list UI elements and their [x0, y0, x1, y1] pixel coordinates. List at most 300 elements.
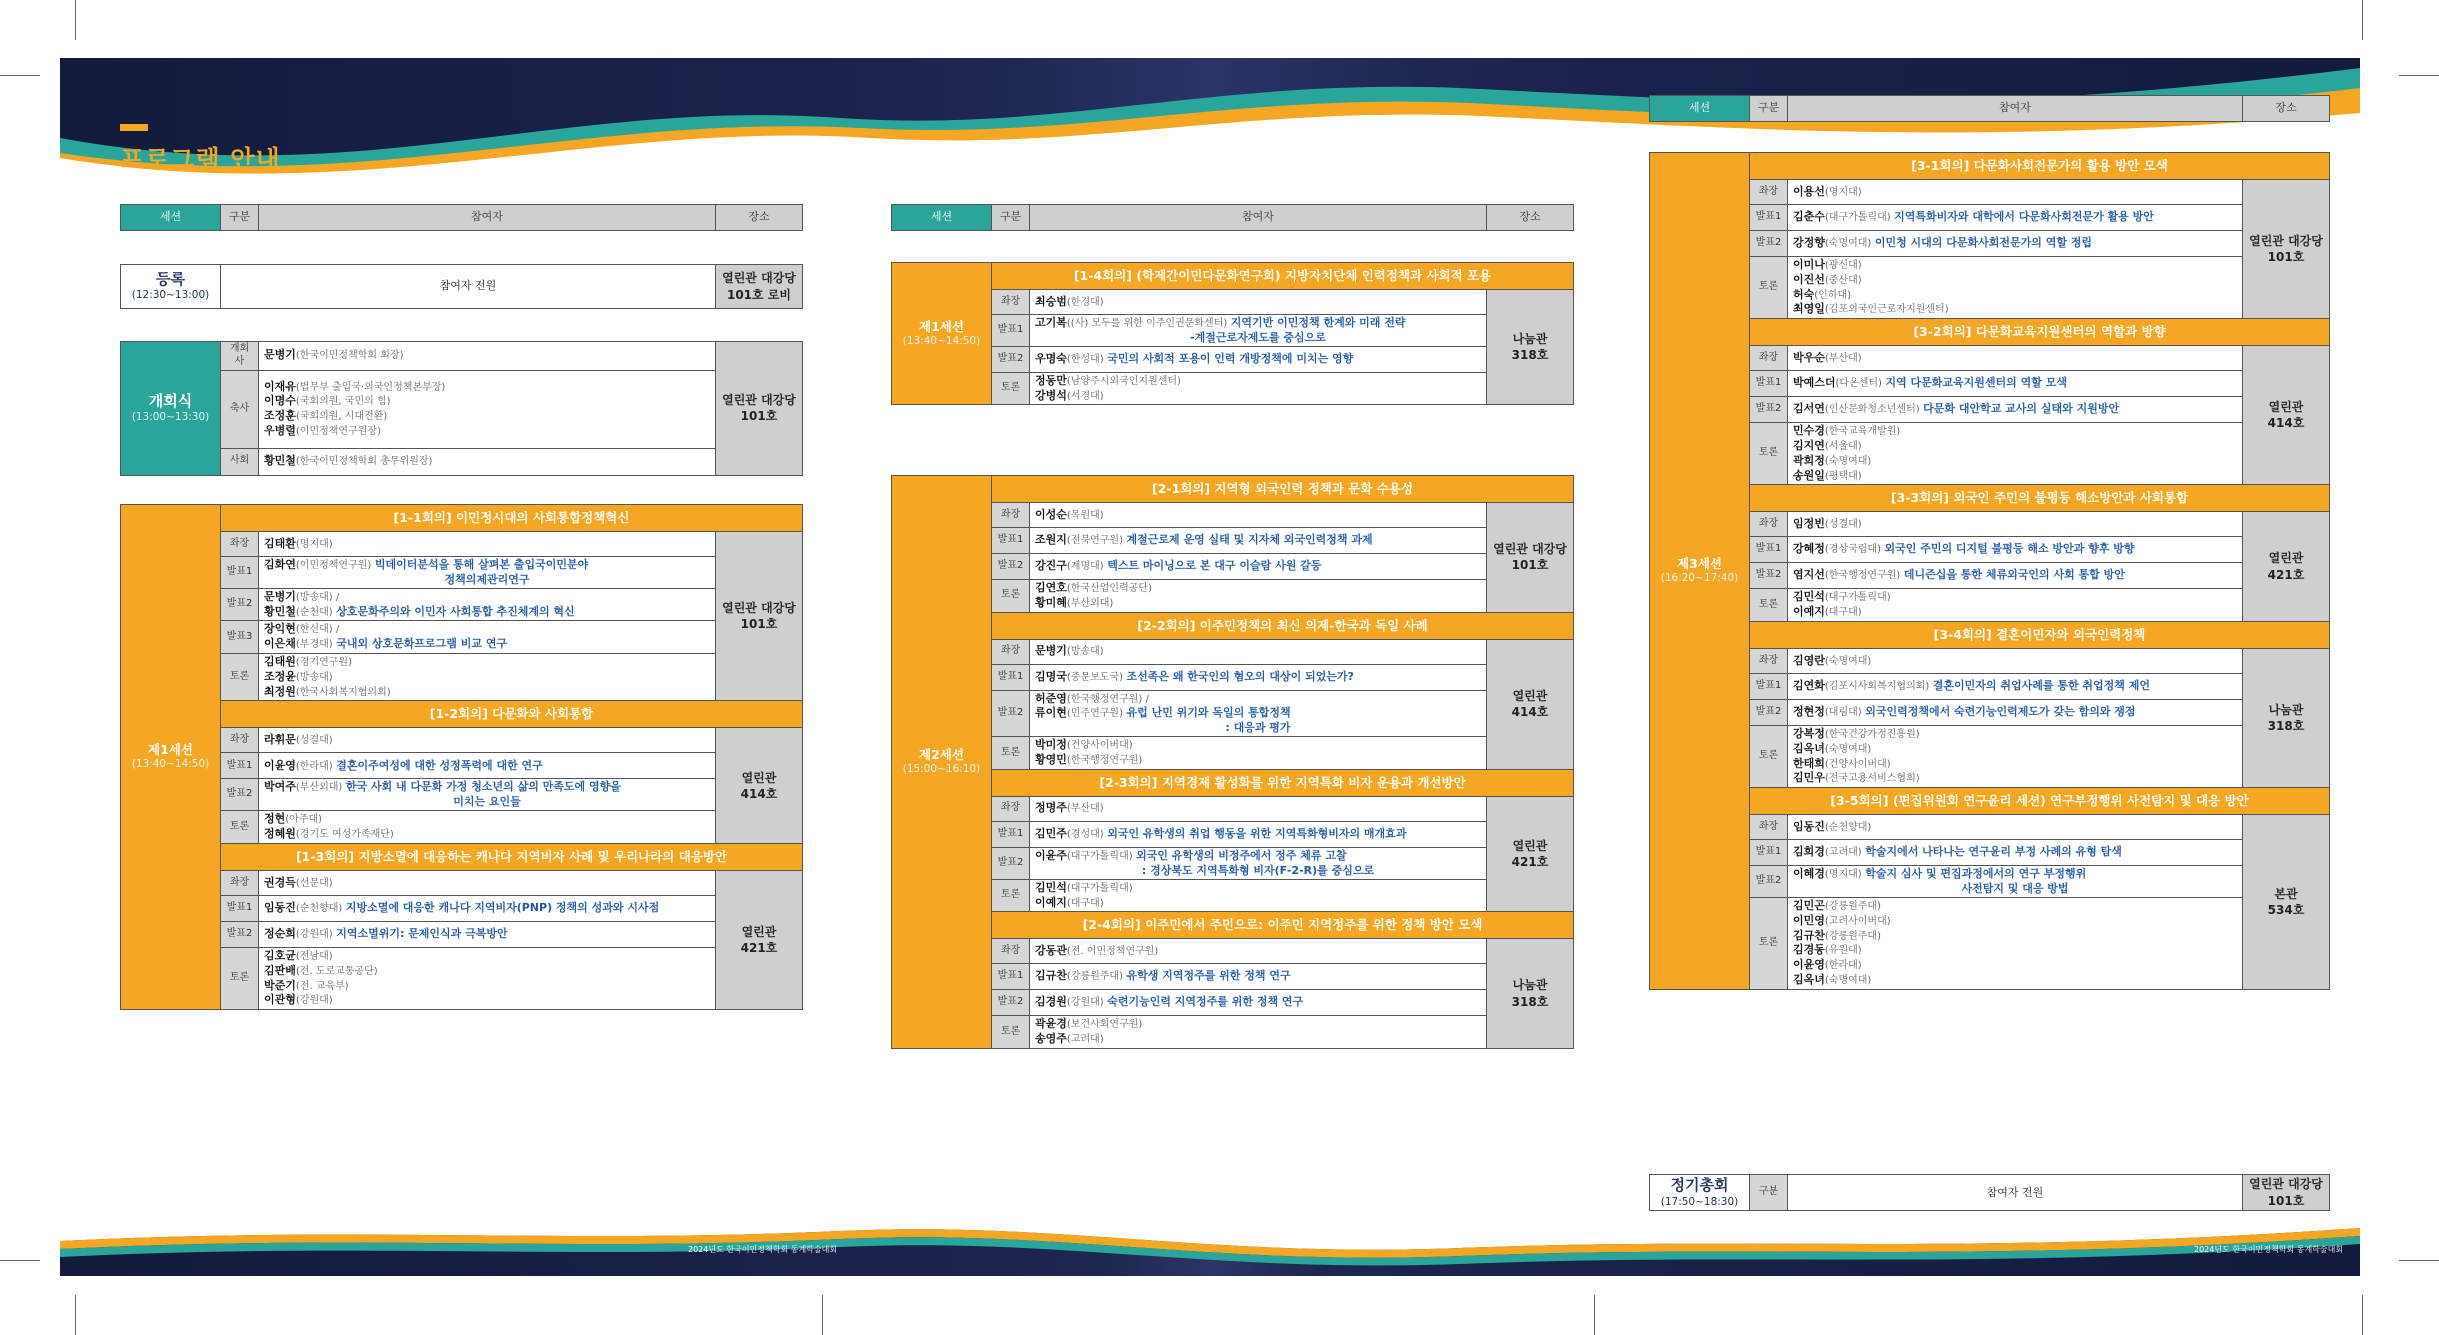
participants-cell: [1030, 503, 1487, 528]
participant-line: [264, 573, 710, 587]
participant-affiliation: (전. 이민정책연구원): [1066, 945, 1159, 957]
program-row: [1650, 898, 2330, 990]
room-number: 318호: [2267, 719, 2305, 734]
meeting-title-row: [121, 505, 803, 532]
participant-affiliation: (건양사이버대): [1824, 758, 1891, 770]
participants-cell: [1030, 821, 1487, 847]
program-row: [1650, 866, 2330, 898]
participant-line: [1035, 721, 1481, 735]
participant-name: 강진구: [1035, 559, 1067, 573]
role-label: 발표1: [221, 895, 259, 921]
participant-name: 김연화: [1793, 679, 1825, 693]
participant-affiliation: (강원대): [295, 929, 333, 941]
participant-name: 이명수: [264, 394, 296, 408]
participant-line: [1793, 771, 2237, 786]
presentation-topic: 학술지 심사 및 편집과정에서의 연구 부정행위: [1865, 867, 2087, 881]
meeting-title-row: [892, 912, 1574, 939]
participant-affiliation: (다온센터): [1835, 378, 1882, 390]
role-label: 개회사: [221, 342, 259, 371]
participant-affiliation: (숙명여대): [1824, 655, 1872, 667]
participant-name: 우병렬: [264, 423, 296, 437]
presentation-topic: 이민청 시대의 다문화사회전문가의 역할 정립: [1874, 236, 2093, 250]
participant-name: 정명주: [1035, 801, 1067, 815]
meeting-title: [3-5회의] (편집위원회 연구윤리 세션) 연구부정행위 사전탐지 및 대응 방안: [1750, 788, 2330, 815]
room-cell: [1486, 939, 1573, 1049]
participant-name: 허숙: [1793, 287, 1815, 301]
program-row: [121, 588, 803, 621]
participants-cell: [1030, 528, 1487, 554]
room-number: 318호: [1511, 348, 1549, 363]
participant-affiliation: (유원대): [1824, 945, 1862, 957]
participant-line: [1793, 568, 2237, 583]
participant-line: [1035, 881, 1481, 896]
participant-affiliation: (한경대): [1066, 296, 1104, 308]
participant-line: [1035, 864, 1481, 878]
participant-name: 이용선: [1793, 184, 1825, 198]
participant-line: [1035, 944, 1481, 959]
participant-line: [1035, 753, 1481, 768]
participant-affiliation: (부산대): [1066, 803, 1104, 815]
general-meeting-title: 정기총회 (17:50~18:30): [1650, 1175, 1750, 1211]
session-time: (16:20~17:40): [1660, 572, 1739, 585]
participant-line: [1793, 654, 2237, 669]
program-row: [121, 557, 803, 589]
participant-line: [1793, 454, 2237, 469]
participant-line: [1793, 402, 2237, 417]
participant-name: 김화연: [264, 558, 296, 571]
participant-affiliation: (부산외대): [295, 782, 343, 794]
participant-affiliation: (아주대): [285, 814, 323, 826]
session1b-block: [891, 262, 1574, 405]
participants-cell: [1788, 815, 2243, 840]
participant-name: 강복정: [1793, 726, 1825, 740]
presentation-topic: 국민의 사회적 포용이 인력 개방정책에 미치는 영향: [1107, 351, 1354, 365]
session-time: (13:00~13:30): [131, 411, 210, 424]
presentation-topic: 한국 사회 내 다문화 가정 청소년의 삶의 만족도에 영향을: [345, 780, 621, 794]
participant-line: [1793, 210, 2237, 225]
participant-name: 조정훈: [264, 409, 296, 423]
participants-cell: [1788, 205, 2243, 231]
room-number: 414호: [740, 786, 778, 801]
room-building: 본관: [2274, 886, 2298, 901]
participant-line: [264, 979, 710, 994]
room-cell: [1486, 796, 1573, 911]
participant-name: 김규찬: [1793, 928, 1825, 942]
participants-cell: [259, 532, 716, 557]
participants-cell: [259, 811, 716, 844]
program-row: [892, 580, 1574, 613]
presentation-topic: 정책의제관리연구: [444, 572, 530, 586]
participant-affiliation: (대구가톨릭대): [1824, 592, 1891, 604]
program-row: [1650, 371, 2330, 397]
meeting-title-row: [892, 263, 1574, 290]
program-row: [892, 737, 1574, 770]
room-building: 나눔관: [1512, 332, 1548, 347]
participant-line: [1793, 424, 2237, 439]
participant-line: [1793, 517, 2237, 532]
participants-cell: [1788, 563, 2243, 589]
participants-cell: [1788, 537, 2243, 563]
participants-cell: [1030, 690, 1487, 737]
participant-line: [1793, 742, 2237, 757]
participant-line: [1793, 958, 2237, 973]
participant-line: [1793, 882, 2237, 896]
participant-affiliation: (보건사회연구원): [1066, 1019, 1143, 1031]
registration-participants: 참여자 전원: [221, 265, 716, 309]
participant-affiliation: (숙명여대): [1824, 743, 1872, 755]
participant-affiliation: (국회의원, 국민의 힘): [295, 396, 391, 408]
meeting-title: [2-2회의] 이주민정책의 최신 의제-한국과 독일 사례: [992, 612, 1574, 639]
participant-line: [264, 876, 710, 891]
role-label: 좌장: [992, 639, 1030, 664]
participant-affiliation: (숙명여대): [1824, 238, 1872, 250]
program-row: [892, 821, 1574, 847]
participant-name: 송원일: [1793, 468, 1825, 482]
participant-line: [1793, 439, 2237, 454]
participant-affiliation: (전국고용서비스협회): [1824, 773, 1920, 785]
participants-cell: [1788, 346, 2243, 371]
registration-title: 등록 (12:30~13:00): [121, 265, 221, 309]
participant-line: [1793, 273, 2237, 288]
participant-line: [1035, 295, 1481, 310]
program-row: [892, 964, 1574, 990]
meeting-title-row: [892, 612, 1574, 639]
general-meeting-room: 열린관 대강당 101호: [2243, 1175, 2330, 1211]
participant-affiliation: (한국행정연구원): [1066, 755, 1143, 767]
participant-line: [1035, 331, 1481, 345]
program-row: [892, 554, 1574, 580]
meeting-title-row: [121, 701, 803, 728]
participant-affiliation: (성결대): [295, 735, 333, 747]
meeting-title-row: [1650, 319, 2330, 346]
program-row: [1650, 725, 2330, 787]
participant-name: 김연호: [1035, 581, 1067, 594]
participant-affiliation: (경기도 여성가족재단): [295, 829, 394, 841]
participants-cell: [1788, 512, 2243, 537]
participant-affiliation: (계명대): [1066, 561, 1104, 573]
room-building: 열린관: [2268, 551, 2304, 566]
role-label: 토론: [1750, 257, 1788, 319]
role-label: 토론: [992, 737, 1030, 770]
room-number: 534호: [2267, 902, 2305, 917]
meeting-title-row: [1650, 621, 2330, 648]
table-header: [120, 204, 803, 231]
room-cell: [715, 532, 802, 701]
program-row: [892, 372, 1574, 405]
role-label: 발표1: [992, 528, 1030, 554]
participant-affiliation: (서울대): [1824, 440, 1862, 452]
participant-name: 조원지: [1035, 533, 1067, 547]
room-number: 101호: [1511, 558, 1549, 573]
program-row: [892, 503, 1574, 528]
role-label: 발표1: [1750, 205, 1788, 231]
general-meeting-participants: 참여자 전원: [1788, 1175, 2243, 1211]
meeting-title: [1-4회의] (학제간이민다문화연구회) 지방자치단체 인력정책과 사회적 포용: [992, 263, 1574, 290]
presentation-topic: 지역 다문화교육지원센터의 역할 모색: [1885, 376, 2067, 390]
participant-line: [264, 964, 710, 979]
presentation-topic: 숙련기능인력 지역정주를 위한 정책 연구: [1107, 995, 1304, 1009]
participant-line: [1035, 849, 1481, 864]
participant-line: [264, 685, 710, 700]
room-building: 열린관: [741, 770, 777, 785]
session-name: 개회식: [148, 391, 193, 410]
participant-name: 문병기: [264, 589, 296, 603]
program-row: [892, 796, 1574, 821]
participants-cell: [1788, 898, 2243, 990]
room-cell: [716, 342, 803, 476]
participants-cell: [1030, 796, 1487, 821]
participant-affiliation: (김포시사회복지협의회): [1824, 681, 1930, 693]
participant-affiliation: (한국행정연구원) /: [1066, 693, 1149, 705]
session-title: [121, 342, 221, 476]
participant-line: [264, 637, 710, 652]
participant-affiliation: (방송대) /: [295, 591, 340, 603]
room-building: 열린관: [1512, 689, 1548, 704]
participant-affiliation: (중산대): [1824, 274, 1862, 286]
participant-affiliation: (대구가톨릭대): [1066, 850, 1133, 862]
participant-affiliation: (전. 교육부): [295, 980, 349, 992]
participants-cell: [1030, 554, 1487, 580]
participant-line: [1035, 508, 1481, 523]
session-time: (13:40~14:50): [131, 758, 210, 771]
participant-line: [1035, 827, 1481, 842]
participants-cell: [1788, 371, 2243, 397]
participants-cell: [1788, 866, 2243, 898]
program-row: [892, 315, 1574, 347]
participant-name: 염지선: [1793, 568, 1825, 582]
participants-cell: [1030, 737, 1487, 770]
meeting-title: [3-2회의] 다문화교육지원센터의 역할과 방향: [1750, 319, 2330, 346]
presentation-topic: 학술지에서 나타나는 연구윤리 부정 사례의 유형 탐색: [1865, 845, 2122, 859]
meeting-title: [3-1회의] 다문화사회전문가의 활용 방안 모색: [1750, 153, 2330, 180]
participant-name: 고기복: [1035, 316, 1067, 329]
participants-cell: [1030, 346, 1487, 372]
session-title: [1650, 153, 1750, 990]
role-label: 토론: [1750, 725, 1788, 787]
participant-name: 정순희: [264, 927, 296, 941]
role-label: 토론: [992, 372, 1030, 405]
presentation-topic: 조선족은 왜 한국인의 혐오의 대상이 되었는가?: [1126, 669, 1354, 683]
participant-affiliation: (대구가톨릭대): [1824, 212, 1891, 224]
participant-affiliation: (대구가톨릭대): [1066, 882, 1133, 894]
participant-line: [1793, 899, 2237, 914]
program-row: [892, 847, 1574, 879]
participants-cell: [259, 728, 716, 753]
crop-mark: [1594, 1295, 1595, 1335]
participant-affiliation: (한국건강가정진흥원): [1824, 728, 1920, 740]
participant-name: 문병기: [1035, 644, 1067, 658]
program-row: [121, 779, 803, 811]
participant-name: 임정빈: [1793, 516, 1825, 530]
role-label: 좌장: [992, 939, 1030, 964]
presentation-topic: 미치는 요인들: [453, 795, 521, 809]
participant-line: [264, 812, 710, 827]
participant-name: 한태희: [1793, 756, 1825, 770]
meeting-title: [1-2회의] 다문화와 사회통합: [221, 701, 803, 728]
room-building: 나눔관: [2268, 702, 2304, 717]
program-row: [1650, 180, 2330, 205]
room-building: 열린관 대강당: [722, 393, 796, 408]
program-row: [121, 947, 803, 1009]
role-label: 좌장: [1750, 512, 1788, 537]
program-row: [1650, 815, 2330, 840]
header-room: 장소: [716, 205, 803, 231]
participant-name: 박준기: [264, 978, 296, 992]
participants-cell: [259, 588, 716, 621]
session-name: 제2세션: [919, 747, 964, 763]
participant-name: 이예지: [1793, 605, 1825, 619]
program-row: [1650, 589, 2330, 622]
participant-line: [1035, 692, 1481, 707]
participant-name: 김옥녀: [1793, 741, 1825, 755]
participant-name: 민수경: [1793, 424, 1825, 438]
room-cell: [715, 728, 802, 843]
participant-line: [1035, 316, 1481, 331]
page-title: 프로그램 안내: [120, 145, 281, 174]
participant-line: [264, 424, 710, 439]
room-cell: [1486, 639, 1573, 769]
meeting-title-row: [892, 476, 1574, 503]
presentation-topic: : 대응과 평가: [1225, 721, 1291, 735]
participants-cell: [1030, 639, 1487, 664]
participant-name: 류이현: [1035, 706, 1067, 720]
header-participants: 참여자: [1788, 96, 2243, 122]
participant-name: 김민우: [1793, 771, 1825, 785]
participant-line: [264, 927, 710, 942]
participant-name: 이민영: [1793, 913, 1825, 927]
room-number: 421호: [740, 941, 778, 956]
participant-name: 김민주: [1035, 826, 1067, 840]
participant-line: [1793, 605, 2237, 620]
participant-line: [1035, 352, 1481, 367]
presentation-topic: 다문화 대안학교 교사의 실태와 지원방안: [1923, 402, 2120, 416]
role-label: 발표2: [221, 921, 259, 947]
participant-affiliation: (중문보도국): [1066, 671, 1123, 683]
presentation-topic: 지역특화비자와 대학에서 다문화사회전문가 활용 방안: [1894, 210, 2154, 224]
role-label: 발표1: [221, 753, 259, 779]
participant-name: 이윤주: [1035, 848, 1067, 862]
role-label: 발표2: [1750, 397, 1788, 423]
participant-name: 박여주: [264, 780, 296, 794]
participant-affiliation: (건양사이버대): [1066, 740, 1133, 752]
room-building: 나눔관: [1512, 978, 1548, 993]
room-number: 101호: [740, 617, 778, 632]
meeting-title: [2-4회의] 이주민에서 주민으로: 이주민 지역정주를 위한 정책 방안 모색: [992, 912, 1574, 939]
participant-line: [264, 733, 710, 748]
program-row: [1650, 397, 2330, 423]
participant-line: [1035, 581, 1481, 596]
role-label: 좌장: [992, 503, 1030, 528]
participant-name: 김태환: [264, 536, 296, 550]
participant-name: 김희경: [1793, 845, 1825, 859]
participant-line: [1793, 727, 2237, 742]
crop-mark: [75, 0, 76, 40]
participant-affiliation: (방송대): [295, 671, 333, 683]
participant-name: 허준영: [1035, 691, 1067, 705]
participants-cell: [259, 557, 716, 589]
participant-name: 김태원: [264, 655, 296, 669]
participant-name: 김호균: [264, 948, 296, 962]
footer-text: 2024년도 한국이민정책학회 동계학술대회: [2194, 1245, 2344, 1254]
participant-name: 강동관: [1035, 943, 1067, 957]
room-building: 열린관: [741, 924, 777, 939]
participant-affiliation: (한국산업인력공단): [1066, 583, 1152, 594]
program-row: [121, 448, 803, 475]
role-label: 발표2: [1750, 866, 1788, 898]
session1a-block: [120, 504, 803, 1010]
room-cell: [2243, 512, 2330, 622]
participant-affiliation: (한라대): [1824, 960, 1862, 972]
role-label: 좌장: [221, 532, 259, 557]
presentation-topic: 빅데이터분석을 통해 살펴본 출입국이민분야: [374, 558, 589, 571]
participant-affiliation: (김포외국인근로자지원센터): [1824, 304, 1949, 316]
participant-line: [1793, 542, 2237, 557]
participant-line: [1035, 596, 1481, 611]
participant-line: [264, 394, 710, 409]
participants-cell: [1030, 372, 1487, 405]
participant-affiliation: (부산외대): [1066, 597, 1114, 609]
participant-line: [1035, 969, 1481, 984]
role-label: 좌장: [1750, 346, 1788, 371]
participant-name: 김영란: [1793, 653, 1825, 667]
program-row: [1650, 563, 2330, 589]
participant-line: [1035, 706, 1481, 721]
program-row: [1650, 512, 2330, 537]
participants-cell: [259, 654, 716, 701]
program-row: [1650, 231, 2330, 257]
role-label: 토론: [221, 654, 259, 701]
participant-affiliation: (한국사회복지협의회): [295, 686, 391, 698]
participant-line: [264, 949, 710, 964]
participant-line: [264, 759, 710, 774]
participant-name: 황민철: [264, 454, 296, 468]
participant-line: [264, 901, 710, 916]
participants-cell: [259, 779, 716, 811]
participant-line: [264, 605, 710, 620]
meeting-title: [1-1회의] 이민정시대의 사회통합정책혁신: [221, 505, 803, 532]
participant-name: 최승범: [1035, 294, 1067, 308]
presentation-topic: 외국인 주민의 디지털 불평등 해소 방안과 향후 방향: [1884, 542, 2135, 556]
participant-affiliation: (순천대): [295, 606, 333, 618]
participant-name: 우명숙: [1035, 351, 1067, 365]
session-name: 제3세션: [1677, 555, 1722, 571]
header-session: 세션: [892, 205, 992, 231]
room-number: 414호: [1511, 705, 1549, 720]
room-building: 열린관 대강당: [2249, 233, 2323, 248]
participant-name: 황영민: [1035, 753, 1067, 767]
participant-name: 황민철: [264, 604, 296, 618]
participant-name: 이진선: [1793, 272, 1825, 286]
participant-affiliation: (한성대): [1066, 353, 1104, 365]
session-title: [892, 476, 992, 1049]
participant-line: [1035, 533, 1481, 548]
meeting-title: [2-1회의] 지역형 외국인력 정책과 문화 수용성: [992, 476, 1574, 503]
participant-affiliation: (경기연구원): [295, 657, 352, 669]
participant-name: 최영일: [1793, 302, 1825, 316]
presentation-topic: : 경상북도 지역특화형 비자(F-2-R)를 중심으로: [1141, 863, 1375, 877]
registration-block: [120, 264, 803, 309]
participant-line: [264, 380, 710, 395]
role-label: 발표1: [1750, 537, 1788, 563]
participants-cell: [1030, 1016, 1487, 1049]
program-row: [892, 639, 1574, 664]
participant-line: [1035, 995, 1481, 1010]
room-building: 열린관: [1512, 838, 1548, 853]
room-number: 421호: [1511, 855, 1549, 870]
participants-cell: [1788, 673, 2243, 699]
program-row: [121, 895, 803, 921]
participant-name: 이성순: [1035, 507, 1067, 521]
